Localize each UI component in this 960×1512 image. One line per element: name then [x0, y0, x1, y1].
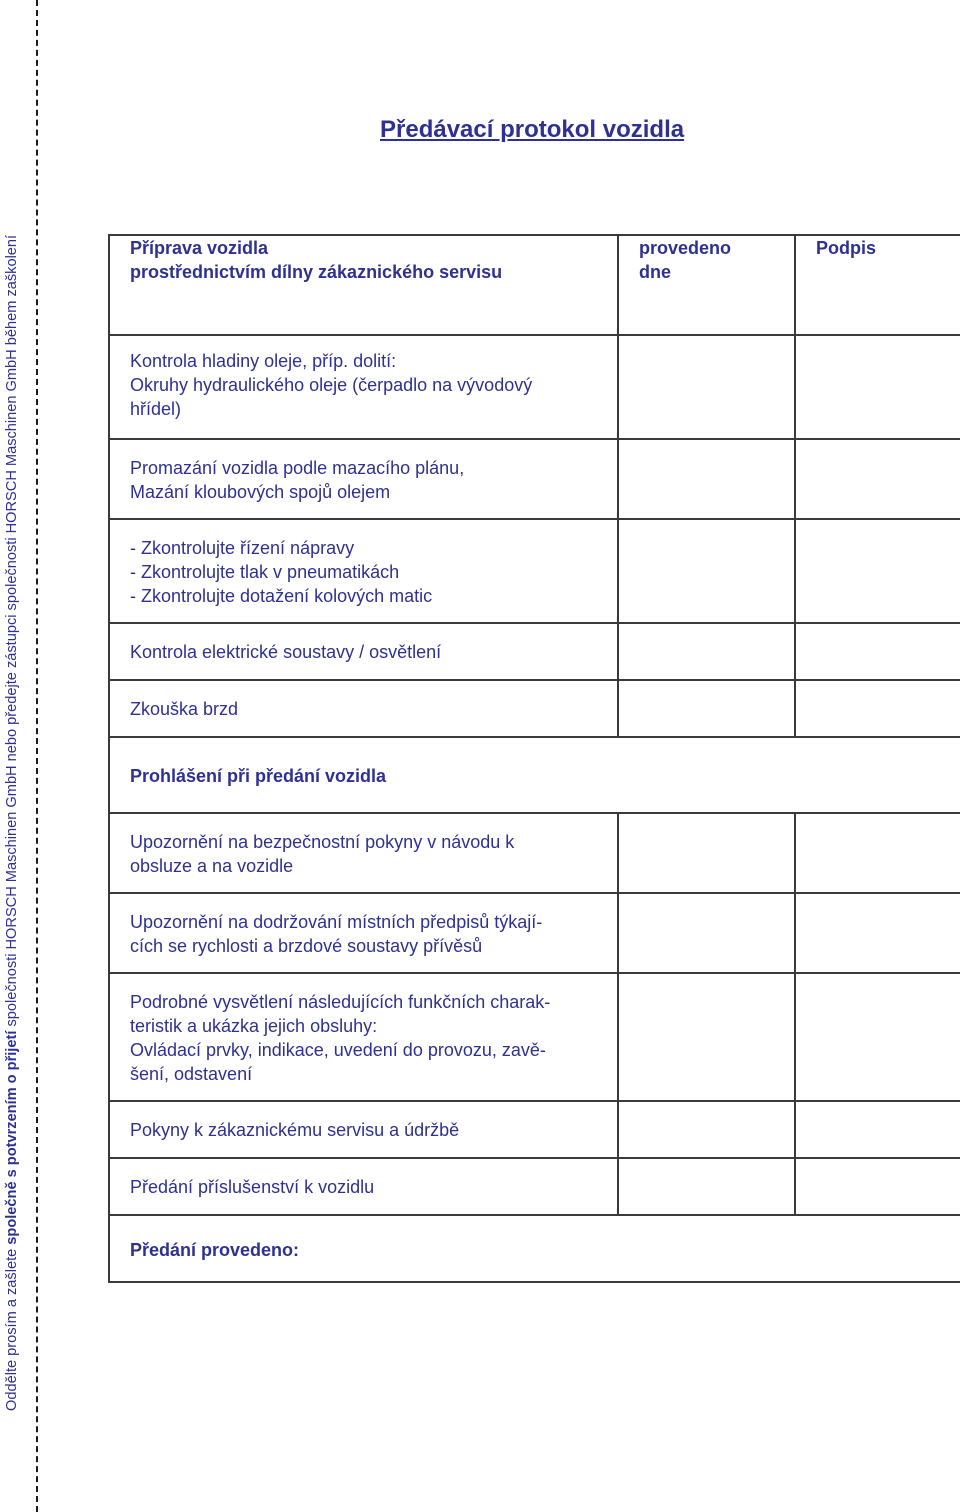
table-row [109, 623, 960, 680]
date-field[interactable] [618, 1101, 795, 1158]
task-cell-lubrication: Promazání vozidla podle mazacího plánu, Mazání kloubových spojů olejem [109, 439, 618, 519]
date-field[interactable] [618, 813, 795, 893]
date-field[interactable] [618, 439, 795, 519]
header-preparation-cell: Příprava vozidla prostřednictvím dílny zákaznického servisu [109, 235, 618, 335]
task-cell-accessories: Předání příslušenství k vozidlu [109, 1158, 618, 1215]
date-field[interactable] [618, 623, 795, 680]
date-field[interactable] [618, 519, 795, 623]
signature-field[interactable] [795, 1101, 960, 1158]
table-row [109, 680, 960, 737]
footer-row [109, 1215, 960, 1282]
cut-here-dashed-line [36, 0, 38, 1512]
table-row [109, 813, 960, 893]
task-cell-checks: - Zkontrolujte řízení nápravy - Zkontrolujte tlak v pneumatikách - Zkontrolujte dotažení kolových matic [109, 519, 618, 623]
signature-field[interactable] [795, 973, 960, 1101]
table-row [109, 1101, 960, 1158]
date-field[interactable] [618, 1158, 795, 1215]
section-heading-row [109, 737, 960, 813]
header-signature-cell: Podpis [795, 235, 960, 335]
table-row [109, 335, 960, 439]
table-row [109, 893, 960, 973]
date-field[interactable] [618, 893, 795, 973]
signature-field[interactable] [795, 439, 960, 519]
task-cell-brakes: Zkouška brzd [109, 680, 618, 737]
table-row [109, 973, 960, 1101]
signature-field[interactable] [795, 813, 960, 893]
document-title: Předávací protokol vozidla [380, 116, 685, 143]
signature-field[interactable] [795, 893, 960, 973]
task-cell-safety-notes: Upozornění na bezpečnostní pokyny v návodu k obsluze a na vozidle [109, 813, 618, 893]
side-instruction-text: Oddělte prosím a zašlete společně s potvrzením o přijetí společnosti HORSCH Maschinen GmbH nebo předejte zástupci společnosti HORSCH Maschinen GmbH během zaškolení [4, 234, 20, 1411]
signature-field[interactable] [795, 1158, 960, 1215]
handover-protocol-table [108, 234, 960, 1283]
signature-field[interactable] [795, 680, 960, 737]
section-heading-handover-declaration: Prohlášení při předání vozidla [109, 737, 960, 813]
signature-field[interactable] [795, 623, 960, 680]
task-cell-function-explanation: Podrobné vysvětlení následujících funkčních charak- teristik a ukázka jejich obsluhy: Ovládací prvky, indikace, uvedení do provozu, zavě- šení, odstavení [109, 973, 618, 1101]
table-row [109, 519, 960, 623]
signature-field[interactable] [795, 519, 960, 623]
date-field[interactable] [618, 335, 795, 439]
table-header-row [109, 235, 960, 335]
date-field[interactable] [618, 973, 795, 1101]
table-row [109, 1158, 960, 1215]
task-cell-oil-check: Kontrola hladiny oleje, příp. dolití: Okruhy hydraulického oleje (čerpadlo na vývodový hřídel) [109, 335, 618, 439]
handover-completed-label: Předání provedeno: [109, 1215, 960, 1282]
date-field[interactable] [618, 680, 795, 737]
task-cell-service-instructions: Pokyny k zákaznickému servisu a údržbě [109, 1101, 618, 1158]
task-cell-local-regulations: Upozornění na dodržování místních předpisů týkají- cích se rychlosti a brzdové soustavy přívěsů [109, 893, 618, 973]
task-cell-electrics: Kontrola elektrické soustavy / osvětlení [109, 623, 618, 680]
table-row [109, 439, 960, 519]
signature-field[interactable] [795, 335, 960, 439]
header-date-cell: provedeno dne [618, 235, 795, 335]
